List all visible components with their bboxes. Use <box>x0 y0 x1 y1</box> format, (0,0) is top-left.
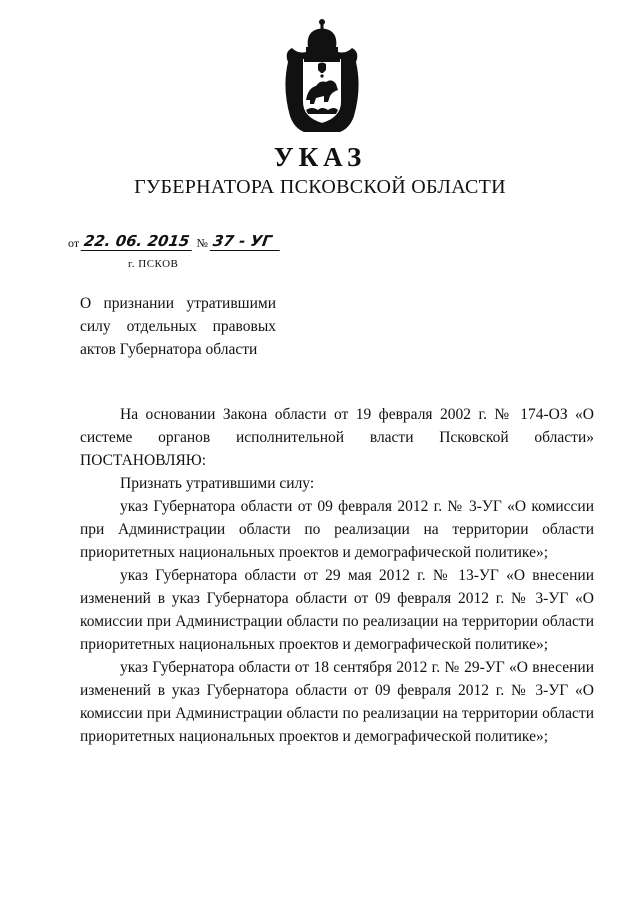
document-title: УКАЗ <box>273 142 367 172</box>
list-item: указ Губернатора области от 29 мая 2012 г. № 13-УГ «О внесении изменений в указ Губернатора области от 09 февраля 2012 г. № 3-УГ «О комиссии при Администрации области по реализации на территории области приоритетных национальных проектов и демографической политике»; <box>80 567 594 653</box>
list-item: указ Губернатора области от 18 сентября 2012 г. № 29-УГ «О внесении изменений в указ Губернатора области от 09 февраля 2012 г. № 3-УГ «О комиссии при Администрации области по реализации на территории области приоритетных национальных проектов и демографической политике»; <box>80 659 594 745</box>
number-label: № <box>196 236 208 250</box>
intro-paragraph: На основании Закона области от 19 февраля 2002 г. № 174-ОЗ «О системе органов исполнительной власти Псковской области» ПОСТАНОВЛЯЮ: <box>80 406 594 469</box>
subject-line: актов Губернатора области <box>80 341 258 358</box>
date-number-line <box>68 232 281 254</box>
pskov-coat-of-arms-icon <box>282 18 362 136</box>
handwritten-date: 22. 06. 2015 <box>81 232 195 251</box>
decree-body <box>80 403 594 748</box>
document-subtitle: ГУБЕРНАТОРА ПСКОВСКОЙ ОБЛАСТИ <box>134 176 506 198</box>
declare-paragraph: Признать утратившими силу: <box>120 475 315 492</box>
handwritten-number: 37 - УГ <box>210 232 283 251</box>
decree-subject <box>80 292 276 361</box>
subject-line: силу отдельных правовых <box>80 318 276 335</box>
subject-line: О признании утратившими <box>80 295 276 312</box>
date-from-label: от <box>68 236 80 250</box>
list-item: указ Губернатора области от 09 февраля 2012 г. № 3-УГ «О комиссии при Администрации области по реализации на территории области приоритетных национальных проектов и демографической политике»; <box>80 498 594 561</box>
city-label: г. ПСКОВ <box>128 258 179 270</box>
